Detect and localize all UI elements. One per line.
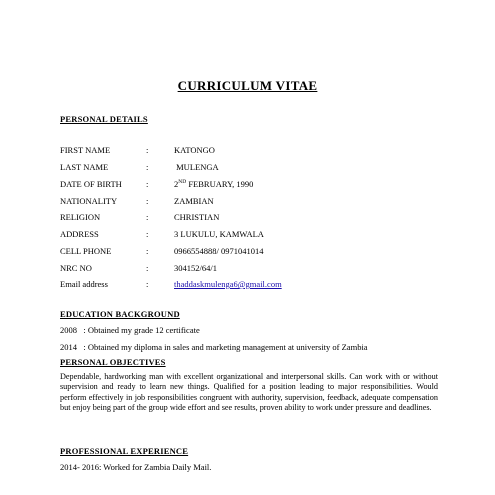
field-label: RELIGION bbox=[60, 212, 101, 222]
field-value: CHRISTIAN bbox=[174, 212, 220, 222]
field-label: Email address bbox=[60, 279, 108, 289]
field-label: CELL PHONE bbox=[60, 246, 112, 256]
field-value: KATONGO bbox=[174, 145, 215, 155]
email-link[interactable]: thaddaskmulenga6@gmail.com bbox=[174, 279, 282, 289]
education-entry-2014: 2014 : Obtained my diploma in sales and marketing management at university of Zambia bbox=[60, 342, 368, 352]
field-value: 304152/64/1 bbox=[174, 263, 217, 273]
objectives-heading: PERSONAL OBJECTIVES bbox=[60, 357, 166, 367]
personal-details-heading: PERSONAL DETAILS bbox=[60, 114, 148, 124]
field-separator: : bbox=[146, 179, 149, 189]
dob-day: 2 bbox=[174, 179, 179, 189]
field-separator: : bbox=[146, 162, 149, 172]
field-separator: : bbox=[146, 263, 149, 273]
field-label: FIRST NAME bbox=[60, 145, 111, 155]
experience-entry: 2014- 2016: Worked for Zambia Daily Mail. bbox=[60, 462, 212, 472]
field-label: LAST NAME bbox=[60, 162, 109, 172]
education-heading: EDUCATION BACKGROUND bbox=[60, 309, 180, 319]
field-value bbox=[174, 179, 253, 190]
field-separator: : bbox=[146, 145, 149, 155]
objectives-paragraph: Dependable, hardworking man with excellent organizational and interpersonal skills. Can work with or without supervision and ready to learn new things. Qualified for a position leading to major responsibilities. Would perform effectively in job responsibilities congruent with authority, supervision, feedback, adequate compensation but enjoy being part of the group wide effort and see results, proven ability to work under pressure and deadlines. bbox=[60, 372, 438, 413]
dob-day-suffix: ND bbox=[178, 179, 187, 186]
experience-heading: PROFESSIONAL EXPERIENCE bbox=[60, 446, 189, 456]
field-value: 0966554888/ 0971041014 bbox=[174, 246, 264, 256]
field-value: ZAMBIAN bbox=[174, 196, 214, 206]
field-separator: : bbox=[146, 196, 149, 206]
field-value: 3 LUKULU, KAMWALA bbox=[174, 229, 264, 239]
field-separator: : bbox=[146, 229, 149, 239]
field-separator: : bbox=[146, 246, 149, 256]
education-entry-2008: 2008 : Obtained my grade 12 certificate bbox=[60, 325, 200, 335]
field-separator: : bbox=[146, 212, 149, 222]
field-label: DATE OF BIRTH bbox=[60, 179, 122, 189]
field-label: NRC NO bbox=[60, 263, 92, 273]
field-label: ADDRESS bbox=[60, 229, 99, 239]
field-value: MULENGA bbox=[174, 162, 219, 172]
dob-month-year: FEBRUARY, 1990 bbox=[186, 179, 254, 189]
field-separator: : bbox=[146, 279, 149, 289]
field-label: NATIONALITY bbox=[60, 196, 118, 206]
document-title: CURRICULUM VITAE bbox=[177, 78, 318, 93]
